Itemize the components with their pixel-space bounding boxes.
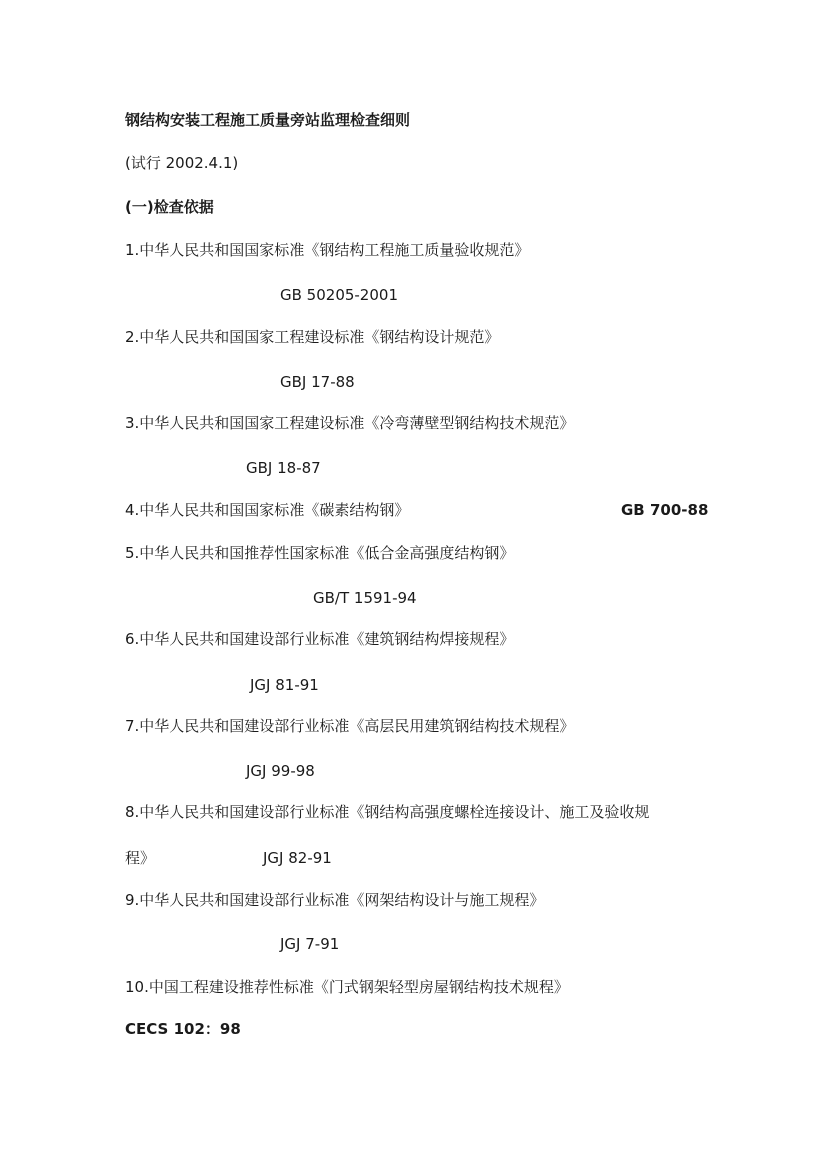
reference-item: 1.中华人民共和国国家标准《钢结构工程施工质量验收规范》 bbox=[125, 241, 530, 259]
reference-item: 10.中国工程建设推荐性标准《门式钢架轻型房屋钢结构技术规程》 bbox=[125, 978, 569, 996]
reference-item: 2.中华人民共和国国家工程建设标准《钢结构设计规范》 bbox=[125, 328, 500, 346]
reference-code: GBJ 18-87 bbox=[246, 459, 321, 477]
reference-item: 3.中华人民共和国国家工程建设标准《冷弯薄壁型钢结构技术规范》 bbox=[125, 414, 575, 432]
reference-code: GBJ 17-88 bbox=[280, 373, 355, 391]
reference-item: 6.中华人民共和国建设部行业标准《建筑钢结构焊接规程》 bbox=[125, 630, 515, 648]
reference-code: GB 700-88 bbox=[621, 501, 709, 519]
reference-code: GB 50205-2001 bbox=[280, 286, 398, 304]
reference-item: 9.中华人民共和国建设部行业标准《网架结构设计与施工规程》 bbox=[125, 891, 545, 909]
reference-code: JGJ 99-98 bbox=[246, 762, 315, 780]
reference-item: 8.中华人民共和国建设部行业标准《钢结构高强度螺栓连接设计、施工及验收规 bbox=[125, 803, 650, 821]
reference-code: JGJ 81-91 bbox=[250, 676, 319, 694]
reference-item: 5.中华人民共和国推荐性国家标准《低合金高强度结构钢》 bbox=[125, 544, 515, 562]
reference-continuation: 程》 bbox=[125, 849, 156, 867]
section-heading: (一)检查依据 bbox=[125, 198, 214, 216]
document-title: 钢结构安装工程施工质量旁站监理检查细则 bbox=[125, 111, 411, 129]
reference-code: CECS 102：98 bbox=[125, 1020, 241, 1038]
reference-item: 4.中华人民共和国国家标准《碳素结构钢》 bbox=[125, 501, 410, 519]
reference-code: GB/T 1591-94 bbox=[313, 589, 417, 607]
reference-item: 7.中华人民共和国建设部行业标准《高层民用建筑钢结构技术规程》 bbox=[125, 717, 575, 735]
document-version: (试行 2002.4.1) bbox=[125, 154, 239, 172]
reference-code: JGJ 7-91 bbox=[280, 935, 340, 953]
reference-code: JGJ 82-91 bbox=[263, 849, 332, 867]
